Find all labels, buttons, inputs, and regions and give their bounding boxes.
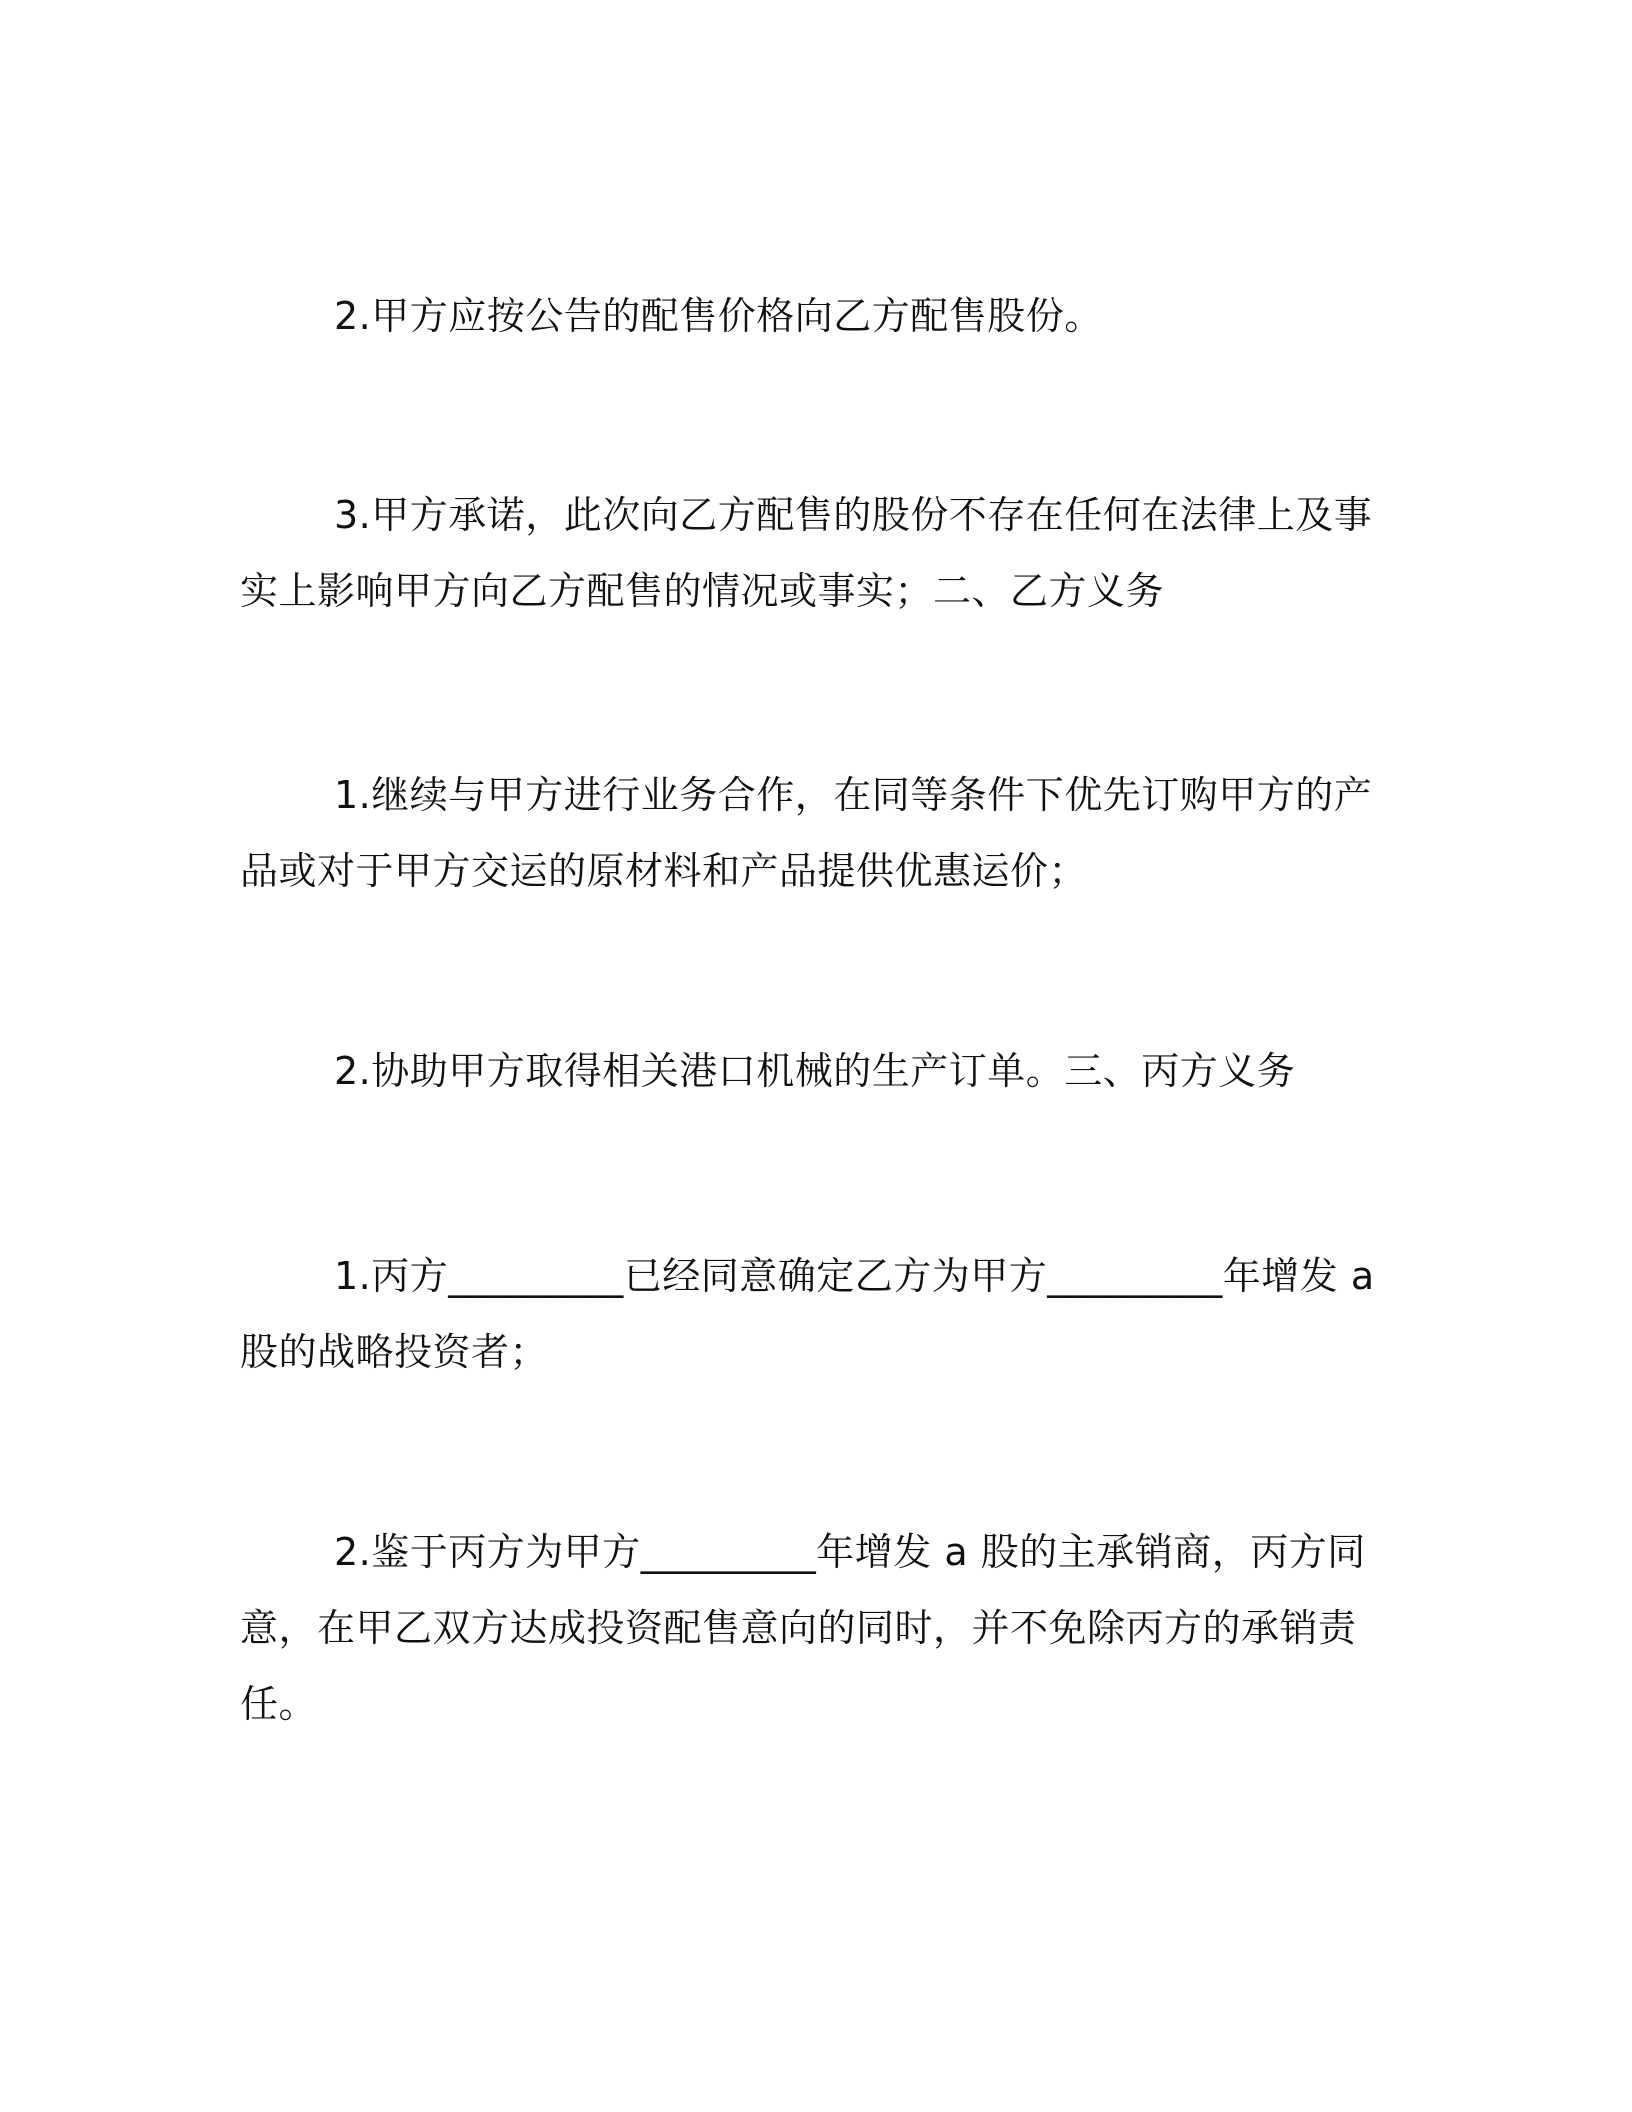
paragraph-party-b-orders: 2.协助甲方取得相关港口机械的生产订单。三、丙方义务 [334,1049,1296,1093]
paragraph-party-b-cooperation: 1.继续与甲方进行业务合作，在同等条件下优先订购甲方的产品或对于甲方交运的原材料和产品提供优惠运价； [240,773,1373,893]
paragraph-party-c-investor: 1.丙方_________已经同意确定乙方为甲方_________年增发 a 股的战略投资者； [240,1254,1375,1374]
paragraph-party-a-commitment: 3.甲方承诺，此次向乙方配售的股份不存在任何在法律上及事实上影响甲方向乙方配售的情况或事实；二、乙方义务 [240,493,1373,613]
paragraph-party-c-underwriter: 2.鉴于丙方为甲方_________年增发 a 股的主承销商，丙方同意，在甲乙双方达成投资配售意向的同时，并不免除丙方的承销责任。 [240,1530,1366,1726]
paragraph-offering-price: 2.甲方应按公告的配售价格向乙方配售股份。 [334,294,1103,338]
